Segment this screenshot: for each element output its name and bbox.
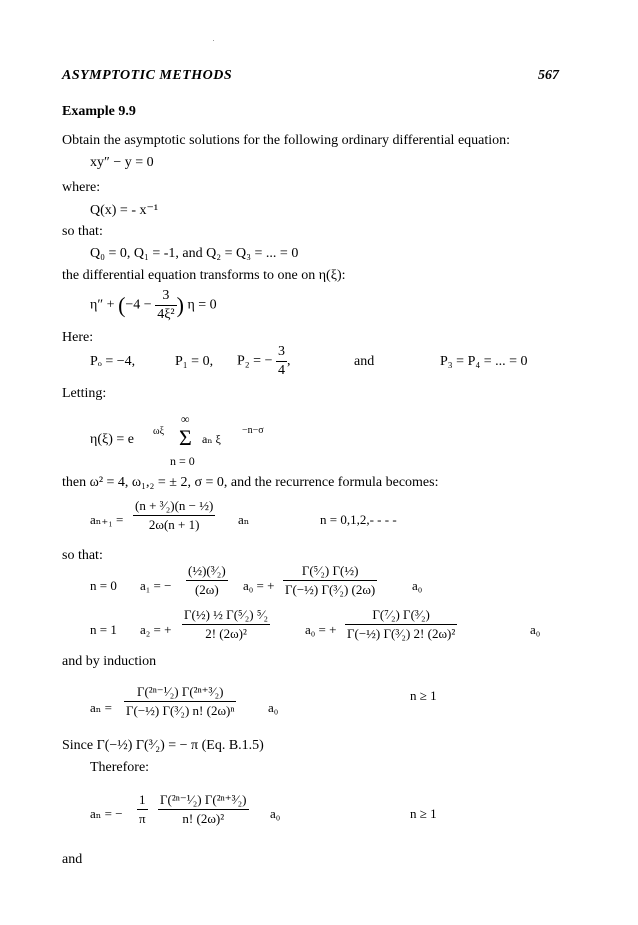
an2-num1: 1 <box>139 792 146 807</box>
recurrence-lhs: aₙ₊₁ = <box>90 512 124 527</box>
an2-frac-2 <box>158 792 249 827</box>
an2-num2: Γ(²ⁿ⁻¹⁄₂) Γ(²ⁿ⁺³⁄₂) <box>160 792 247 807</box>
recurrence-tail: aₙ <box>238 512 250 527</box>
p2-den: 4 <box>277 363 285 378</box>
an-lhs: aₙ = <box>90 700 112 715</box>
q-equation: Q(x) = - x⁻¹ <box>90 203 159 218</box>
sum-bottom: n = 0 <box>170 454 195 468</box>
eta-frac-den: 4ξ² <box>157 307 175 322</box>
eta-minus4: −4 − <box>125 297 152 313</box>
eta-frac-num: 3 <box>162 288 170 303</box>
a1-num2: Γ(⁵⁄₂) Γ(½) <box>301 563 359 578</box>
a1-n: n = 0 <box>90 578 117 593</box>
running-header: ASYMPTOTIC METHODS <box>62 68 233 83</box>
since-text: Since Γ(−½) Γ(³⁄₂) = − π (Eq. B.1.5) <box>62 738 264 753</box>
a1-frac-2 <box>283 563 377 598</box>
p2-num: 3 <box>277 344 285 359</box>
a2-frac-2 <box>345 607 457 642</box>
p2-lhs: P₂ = − <box>237 353 273 369</box>
intro-text: Obtain the asymptotic solutions for the following ordinary differential equation: <box>62 133 511 148</box>
transform-text: the differential equation transforms to one on η(ξ): <box>62 268 346 283</box>
series-exp: ωξ <box>153 426 165 437</box>
q-values-equation: Q₀ = 0, Q₁ = -1, and Q₂ = Q₃ = ... = 0 <box>90 246 299 261</box>
a2-den2: Γ(−½) Γ(³⁄₂) 2! (2ω)² <box>347 626 456 641</box>
an-tail: a₀ <box>268 700 279 715</box>
p3-term: P₃ = P₄ = ... = 0 <box>440 354 528 369</box>
induction-text: and by induction <box>62 654 157 669</box>
a2-num2: Γ(⁷⁄₂) Γ(³⁄₂) <box>372 607 430 622</box>
eta-lhs: η″ + <box>90 297 119 313</box>
eta-rhs: η = 0 <box>187 297 217 313</box>
a2-den1: 2! (2ω)² <box>182 624 270 642</box>
sum-top: ∞ <box>181 412 190 426</box>
a2-n: n = 1 <box>90 622 117 637</box>
an-den: Γ(−½) Γ(³⁄₂) n! (2ω)ⁿ <box>126 703 235 718</box>
a2-tail: a₀ <box>530 622 541 637</box>
an2-cond: n ≥ 1 <box>410 806 437 821</box>
so-that-label: so that: <box>62 224 103 239</box>
eta-equation: η″ + (−4 − $\frac{3}{\text{4ξ²}}$ ) η = 0 <box>90 288 217 322</box>
therefore-label: Therefore: <box>90 760 150 775</box>
and-label: and <box>62 852 83 867</box>
a1-den2: Γ(−½) Γ(³⁄₂) (2ω) <box>285 582 376 597</box>
page-number: 567 <box>538 68 559 83</box>
series-term: aₙ ξ <box>202 432 221 446</box>
an2-lhs: aₙ = − <box>90 806 123 821</box>
p1-term: P₁ = 0, <box>175 354 214 369</box>
so-that-label-2: so that: <box>62 548 103 563</box>
recurrence-range: n = 0,1,2,- - - - <box>320 512 397 527</box>
where-label: where: <box>62 180 101 195</box>
scan-speck <box>213 40 214 41</box>
p2-term: P₂ = − $\frac{3}{4}$ , <box>237 344 291 378</box>
a1-frac-1 <box>186 563 228 598</box>
ode-equation: xy″ − y = 0 <box>90 155 154 170</box>
then-text: then ω² = 4, ω₁,₂ = ± 2, σ = 0, and the recurrence formula becomes: <box>62 475 439 490</box>
recurrence-den: 2ω(n + 1) <box>133 515 215 533</box>
letting-label: Letting: <box>62 386 107 401</box>
a2-lhs: a₂ = + <box>140 622 172 637</box>
an2-den2: n! (2ω)² <box>158 809 249 827</box>
example-title: Example 9.9 <box>62 104 136 119</box>
an-fraction <box>124 684 236 719</box>
a1-den1: (2ω) <box>186 580 228 598</box>
a2-num1: Γ(½) ½ Γ(⁵⁄₂) ⁵⁄₂ <box>184 607 269 622</box>
sum-sign: Σ <box>179 425 192 450</box>
p0-term: Pₒ = −4, <box>90 354 136 369</box>
a2-mid: a₀ = + <box>305 622 337 637</box>
a1-lhs: a₁ = − <box>140 578 172 593</box>
an2-frac-1 <box>137 792 148 827</box>
a2-frac-1 <box>182 607 270 642</box>
series-lhs: η(ξ) = e <box>90 432 134 447</box>
an2-den1: π <box>139 811 146 826</box>
here-label: Here: <box>62 330 94 345</box>
an2-tail: a₀ <box>270 806 281 821</box>
recurrence-fraction <box>133 498 215 533</box>
a1-tail: a₀ <box>412 578 423 593</box>
an-num: Γ(²ⁿ⁻¹⁄₂) Γ(²ⁿ⁺³⁄₂) <box>136 684 224 699</box>
recurrence-num: (n + ³⁄₂)(n − ½) <box>135 498 214 513</box>
and-word: and <box>354 354 375 369</box>
a1-mid: a₀ = + <box>243 578 275 593</box>
an-cond: n ≥ 1 <box>410 688 437 703</box>
series-term-exp: −n−σ <box>242 425 264 436</box>
a1-num1: (½)(³⁄₂) <box>188 563 226 578</box>
